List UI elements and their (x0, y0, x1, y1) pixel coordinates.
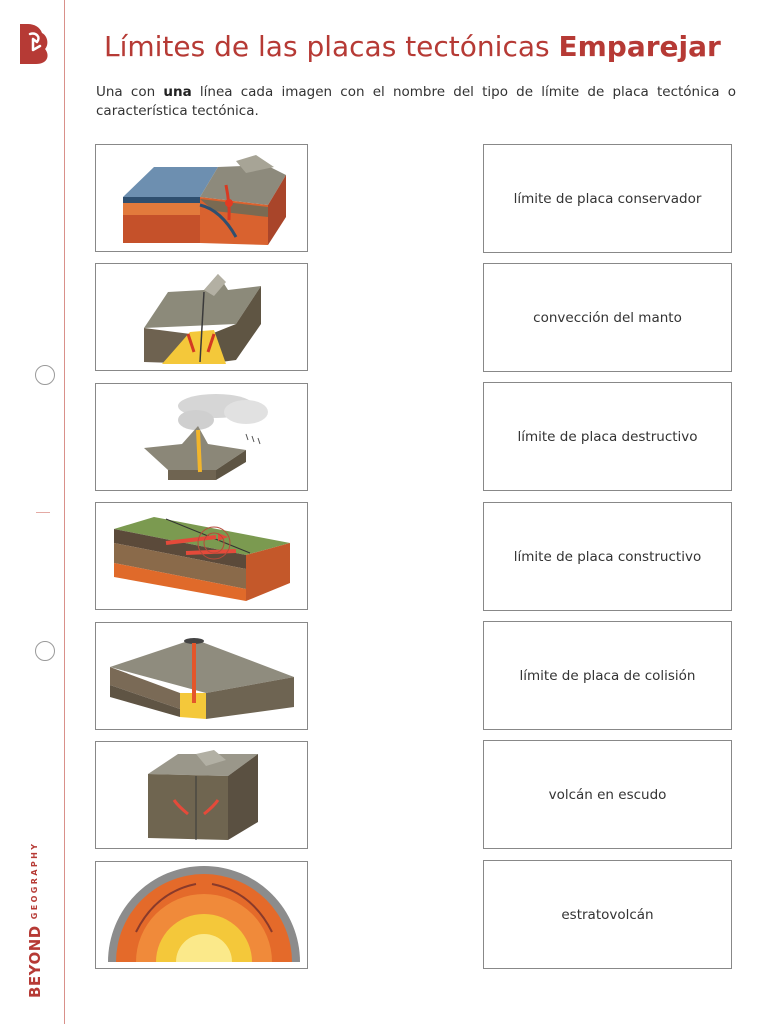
brand-wordmark (25, 842, 44, 998)
instructions (96, 83, 736, 121)
label-box[interactable]: límite de placa de colisión (483, 621, 732, 730)
image-box-3[interactable] (95, 383, 308, 491)
image-box-4[interactable] (95, 502, 308, 610)
brand-name: BEYOND (26, 925, 44, 998)
instructions-bold: una (163, 84, 192, 100)
instructions-post: línea cada imagen con el nombre del tipo de límite de placa tectónica o característica tectónica. (96, 84, 737, 119)
conservative-boundary-diagram-icon (96, 503, 308, 610)
fold-mark (36, 512, 50, 513)
title-bold: Emparejar (558, 30, 721, 63)
image-box-6[interactable] (95, 741, 308, 849)
shield-volcano-diagram-icon (96, 623, 308, 730)
stratovolcano-diagram-icon (96, 384, 308, 491)
beyond-logo-icon (14, 22, 52, 66)
label-box[interactable]: estratovolcán (483, 860, 732, 969)
image-box-5[interactable] (95, 622, 308, 730)
label-box[interactable]: límite de placa destructivo (483, 382, 732, 491)
image-box-1[interactable] (95, 144, 308, 252)
destructive-boundary-diagram-icon (96, 145, 308, 252)
collision-boundary-diagram-icon (96, 264, 308, 371)
brand-sub: GEOGRAPHY (30, 841, 39, 920)
label-box[interactable]: límite de placa constructivo (483, 502, 732, 611)
binder-hole (35, 365, 55, 385)
instructions-pre: Una con (96, 84, 156, 100)
label-box[interactable]: convección del manto (483, 263, 732, 372)
margin-line (64, 0, 65, 1024)
page-title (104, 30, 721, 63)
title-main: Límites de las placas tectónicas (104, 30, 550, 63)
mantle-convection-diagram-icon (96, 862, 308, 969)
binder-hole (35, 641, 55, 661)
label-box[interactable]: volcán en escudo (483, 740, 732, 849)
label-box[interactable]: límite de placa conservador (483, 144, 732, 253)
constructive-boundary-diagram-icon (96, 742, 308, 849)
image-box-2[interactable] (95, 263, 308, 371)
image-box-7[interactable] (95, 861, 308, 969)
